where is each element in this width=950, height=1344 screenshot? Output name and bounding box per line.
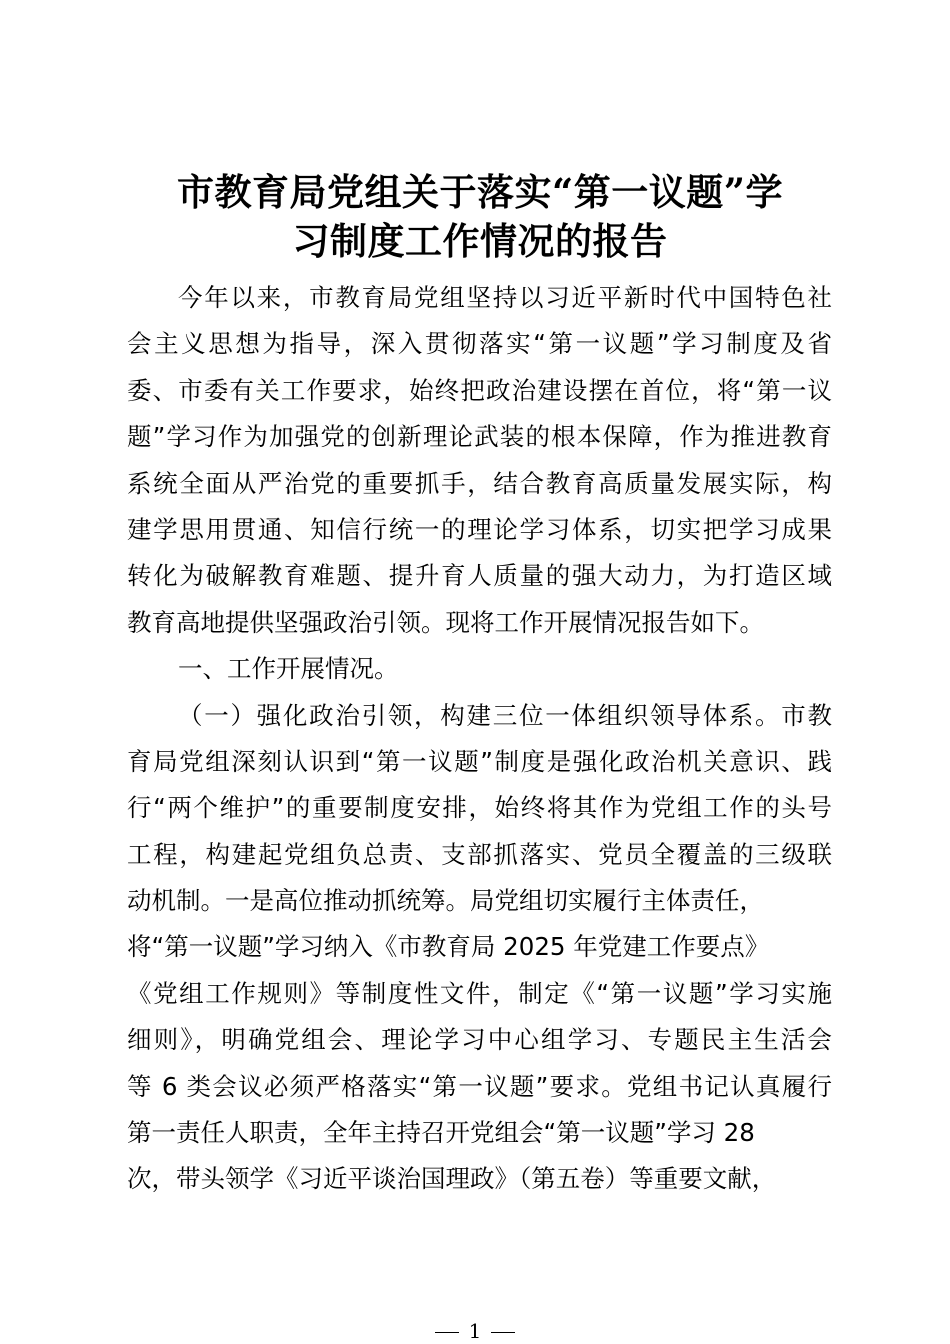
footer-dash-right (491, 1332, 515, 1333)
paragraph-line: 次，带头领学《习近平谈治国理政》（第五卷）等重要文献， (127, 1164, 777, 1194)
section-heading: 一、工作开展情况。 (178, 654, 399, 684)
paragraph-line: 行“两个维护”的重要制度安排，始终将其作为党组工作的头号 (127, 793, 832, 823)
paragraph-line: 委、市委有关工作要求，始终把政治建设摆在首位，将“第一议 (127, 375, 832, 405)
paragraph-line: 今年以来，市教育局党组坚持以习近平新时代中国特色社 (178, 283, 832, 312)
paragraph-line: 《党组工作规则》等制度性文件，制定《“第一议题”学习实施 (127, 978, 832, 1008)
paragraph-line: 转化为破解教育难题、提升育人质量的强大动力，为打造区域 (127, 561, 832, 591)
paragraph-line: 系统全面从严治党的重要抓手，结合教育高质量发展实际，构 (127, 468, 832, 498)
paragraph-line: （一）强化政治引领，构建三位一体组织领导体系。市教 (178, 700, 832, 730)
page-number: 1 (468, 1319, 482, 1343)
paragraph-line: 将“第一议题”学习纳入《市教育局 2025 年党建工作要点》 (127, 932, 770, 962)
page-footer (0, 1318, 950, 1344)
paragraph-line: 工程，构建起党组负总责、支部抓落实、党员全覆盖的三级联 (127, 839, 832, 869)
paragraph-line: 教育高地提供坚强政治引领。现将工作开展情况报告如下。 (127, 607, 764, 637)
paragraph-line: 会主义思想为指导，深入贯彻落实“第一议题”学习制度及省 (127, 329, 832, 359)
paragraph-line: 第一责任人职责，全年主持召开党组会“第一议题”学习 28 (127, 1118, 755, 1148)
footer-dash-left (435, 1332, 459, 1333)
document-title (120, 168, 840, 266)
title-line-1: 市教育局党组关于落实“第一议题”学 (176, 170, 784, 214)
document-body (127, 279, 832, 1207)
paragraph-line: 等 6 类会议必须严格落实“第一议题”要求。党组书记认真履行 (127, 1071, 832, 1101)
paragraph-line: 建学思用贯通、知信行统一的理论学习体系，切实把学习成果 (127, 514, 832, 544)
paragraph-line: 题”学习作为加强党的创新理论武装的根本保障，作为推进教育 (127, 422, 832, 452)
title-line-2: 习制度工作情况的报告 (292, 219, 668, 263)
paragraph-line: 细则》，明确党组会、理论学习中心组学习、专题民主生活会 (127, 1025, 832, 1055)
paragraph-line: 育局党组深刻认识到“第一议题”制度是强化政治机关意识、践 (127, 746, 832, 776)
paragraph-line: 动机制。一是高位推动抓统筹。局党组切实履行主体责任， (127, 886, 764, 916)
